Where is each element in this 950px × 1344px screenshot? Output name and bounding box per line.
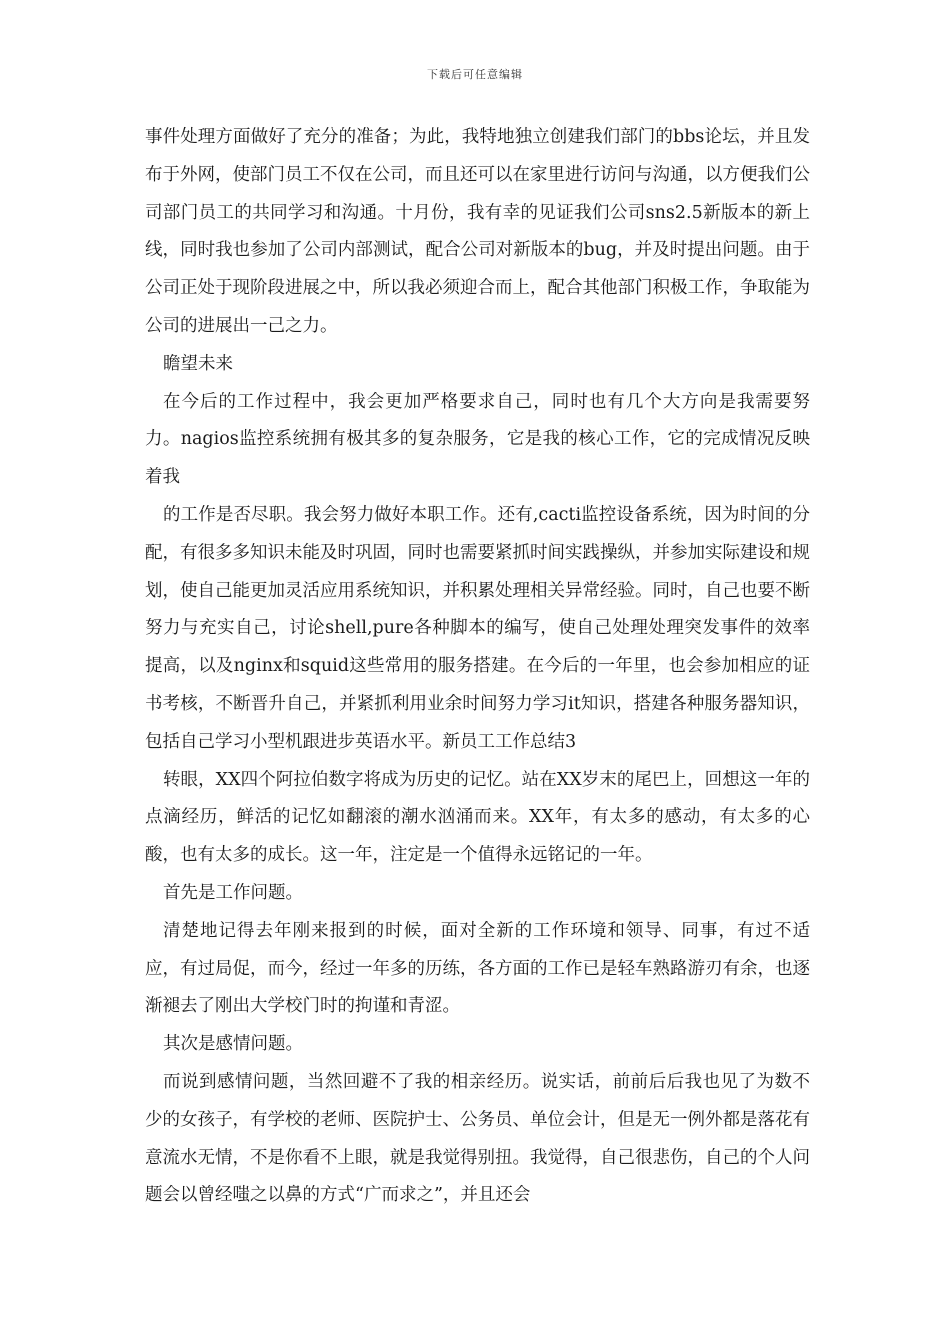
page-header: 下载后可任意编辑 <box>427 68 523 81</box>
document-body <box>145 119 810 1215</box>
paragraph-7: 清楚地记得去年刚来报到的时候，面对全新的工作环境和领导、同事，有过不适应，有过局促，而今，经过一年多的历练，各方面的工作已是轻车熟路游刃有余，也逐渐褪去了刚出大学校门时的拘谨和青涩。 <box>145 920 810 1017</box>
paragraph-1: 事件处理方面做好了充分的准备；为此，我特地独立创建我们部门的bbs论坛，并且发布于外网，使部门员工不仅在公司，而且还可以在家里进行访问与沟通，以方便我们公司部门员工的共同学习和沟通。十月份，我有幸的见证我们公司sns2.5新版本的新上线，同时我也参加了公司内部测试，配合公司对新版本的bug，并及时提出问题。由于公司正处于现阶段进展之中，所以我必须迎合而上，配合其他部门积极工作，争取能为公司的进展出一己之力。 <box>145 127 810 336</box>
section-heading-work: 首先是工作问题。 <box>163 882 303 903</box>
paragraph-9: 而说到感情问题，当然回避不了我的相亲经历。说实话，前前后后我也见了为数不少的女孩子，有学校的老师、医院护士、公务员、单位会计，但是无一例外都是落花有意流水无情，不是你看不上眼，就是我觉得别扭。我觉得，自己很悲伤，自己的个人问题会以曾经嗤之以鼻的方式“广而求之”，并且还会 <box>145 1071 810 1206</box>
section-heading-emotion: 其次是感情问题。 <box>163 1034 303 1055</box>
paragraph-3: 在今后的工作过程中，我会更加严格要求自己，同时也有几个大方向是我需要努力。nagios监控系统拥有极其多的复杂服务，它是我的核心工作，它的完成情况反映着我 <box>145 391 810 488</box>
paragraph-5: 转眼，XX四个阿拉伯数字将成为历史的记忆。站在XX岁末的尾巴上，回想这一年的点滴经历，鲜活的记忆如翻滚的潮水汹涌而来。XX年，有太多的感动，有太多的心酸，也有太多的成长。这一年，注定是一个值得永远铭记的一年。 <box>145 769 810 866</box>
paragraph-4: 的工作是否尽职。我会努力做好本职工作。还有,cacti监控设备系统，因为时间的分配，有很多多知识未能及时巩固，同时也需要紧抓时间实践操纵，并参加实际建设和规划，使自己能更加灵活应用系统知识，并积累处理相关异常经验。同时，自己也要不断努力与充实自己，讨论shell,pure各种脚本的编写，使自己处理处理突发事件的效率提高，以及nginx和squid这些常用的服务搭建。在今后的一年里，也会参加相应的证书考核，不断晋升自己，并紧抓利用业余时间努力学习it知识，搭建各种服务器知识，包括自己学习小型机跟进步英语水平。新员工工作总结3 <box>145 504 810 752</box>
section-heading-future: 瞻望未来 <box>163 353 233 374</box>
